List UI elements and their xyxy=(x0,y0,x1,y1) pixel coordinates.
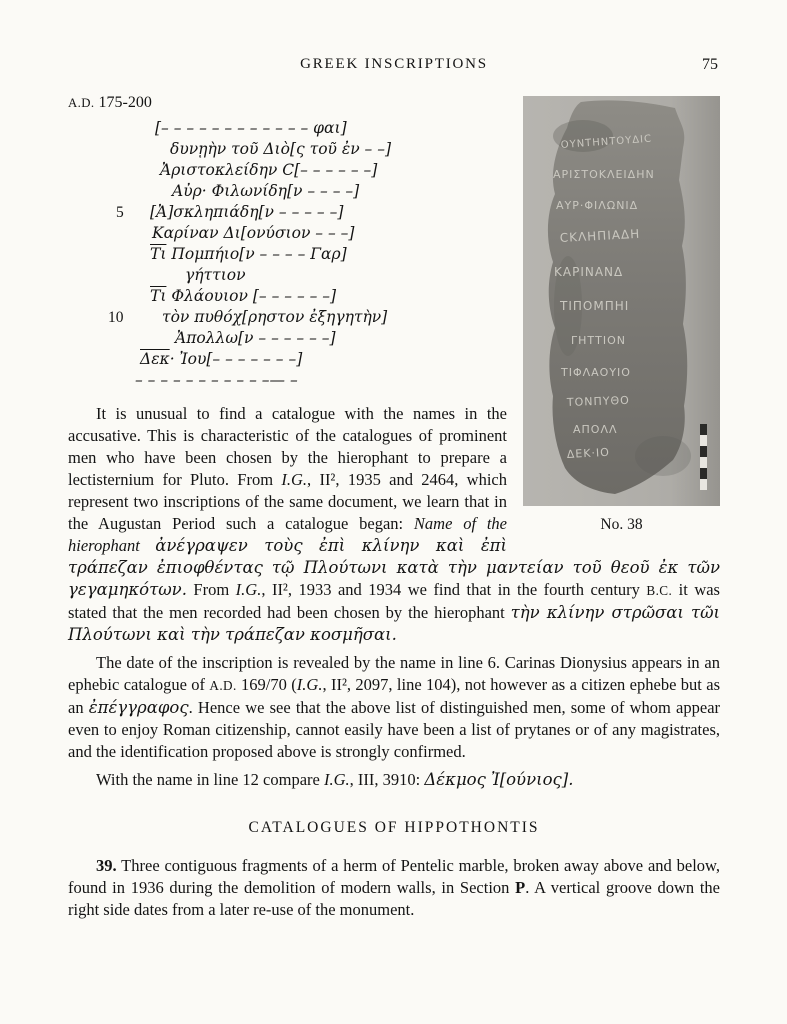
line-text: Αὐρ· Φιλωνίδη[ν – – – –] xyxy=(172,182,360,200)
citation-italic: I.G. xyxy=(296,675,323,694)
stone-line: ΟΥΝΤΗΝΤΟΥΔΙϹ xyxy=(560,133,653,151)
line-text: · Ἰου[– – – – – – –] xyxy=(169,350,303,368)
stone-line: ΑΠΟΛΛ xyxy=(573,423,618,436)
greek-run: Δέκμος Ἰ[ούνιος]. xyxy=(424,770,574,789)
stone-line: ΤΟΝΠΥΘΟ xyxy=(566,393,630,409)
text-run: With the name in line 12 compare xyxy=(96,770,324,789)
inscription-line xyxy=(114,181,720,202)
greek-run: τὴν κλίνην στρῶσαι τῶι Πλούτωνι καὶ τὴν τράπεζαν κοσμῆσαι. xyxy=(68,603,720,644)
era-abbrev: A.D. xyxy=(209,678,237,693)
text-run: The date of the inscription is revealed by the name in line 6. Carinas Dionysius appears in an ephebic catalogue of xyxy=(68,653,720,694)
stone-line: ΔΕΚ·ΙΟ xyxy=(566,445,611,461)
greek-run: ἐπέγγραφος xyxy=(88,698,189,717)
inscription-line xyxy=(114,244,720,265)
stone-line: ΑΡΙΣΤΟΚΛΕΙΔΗΝ xyxy=(553,168,655,181)
text-run: From xyxy=(186,580,236,599)
line-text: δυνῃὴν τοῦ Διὸ[ς τοῦ ἐν – –] xyxy=(170,140,392,158)
paragraph-entry-39 xyxy=(68,855,720,921)
paragraph-commentary-3 xyxy=(68,769,720,791)
page-content xyxy=(68,94,720,921)
text-run: Three contiguous fragments of a herm of Pentelic marble, broken away above and below, found in 1936 during the demolition of modern walls, in Section xyxy=(68,856,720,897)
inscription-line xyxy=(114,265,720,286)
running-title: GREEK INSCRIPTIONS xyxy=(300,56,488,72)
text-run: , III, 3910: xyxy=(349,770,425,789)
abbreviation-overline: $\overline{T\iota}$ xyxy=(150,287,167,305)
line-text: Φλάουιον [– – – – – –] xyxy=(166,287,337,305)
inscription-line xyxy=(114,139,720,160)
stone-line: ΓΗΤΤΙΟΝ xyxy=(571,334,626,347)
page-number: 75 xyxy=(702,56,718,73)
text-run: it was stated that the men recorded had been chosen by the hierophant xyxy=(68,580,720,622)
inscription-line xyxy=(114,202,720,223)
inscription-line xyxy=(108,307,720,328)
inscription-line xyxy=(114,160,720,181)
text-run: , II², 1933 and 1934 we find that in the fourth century xyxy=(261,580,647,599)
era-abbrev: B.C. xyxy=(646,583,673,598)
text-run: . Hence we see that the above list of distinguished men, some of whom appear even to enjoy Roman citizenship, cannot easily have been a list of prytanes or of any magistrates, and the identification proposed above is strongly confirmed. xyxy=(68,698,721,761)
text-run: 169/70 ( xyxy=(236,675,297,694)
stone-line: ΚΑΡΙΝΑΝΔ xyxy=(554,265,624,279)
line-text: Καρίναν Δι[ονύσιον – – –] xyxy=(152,224,355,242)
section-letter: P xyxy=(515,878,526,897)
line-text: γήττιον xyxy=(185,266,246,284)
inscription-line xyxy=(114,349,720,370)
line-number: 10 xyxy=(108,309,124,326)
page-header xyxy=(68,56,720,78)
line-text: Πομπήιο[ν – – – – Γαρ] xyxy=(166,245,347,263)
figure-caption: No. 38 xyxy=(600,516,643,533)
abbreviation-overline: $\overline{\Delta\varepsilon\kappa}$ xyxy=(140,350,170,368)
greek-run: ἀνέγραψεν τοὺς ἐπὶ κλίνην καὶ ἐπὶ τράπεζαν ἐπιοφθέντας τῷ Πλούτωνι κατὰ τὴν μαντείαν τοῦ θεοῦ ἐκ τῶν γεγαμηκότων. xyxy=(68,536,720,599)
inscription-line xyxy=(114,223,720,244)
line-number: 5 xyxy=(116,204,124,221)
inscription-line xyxy=(114,118,720,139)
stone-shadow-patch xyxy=(635,436,691,476)
date-range: 175-200 xyxy=(98,94,152,111)
text-run: . A vertical groove down the right side dates from a later re-use of the monument. xyxy=(68,878,720,919)
text-run: , II², 1935 and 2464, which represent two inscriptions of the same document, we learn that in the Augustan Period such a catalogue began: xyxy=(68,470,508,533)
line-text: [Ἀ]σκληπιάδη[ν – – – – –] xyxy=(150,203,344,221)
stone-line: ΑΥΡ·ΦΙΛΩΝΙΔ xyxy=(556,199,639,212)
abbreviation-overline: $\overline{T\iota}$ xyxy=(150,245,167,263)
text-run: It is unusual to find a catalogue with the names in the accusative. This is characteristic of the catalogues of prominent men who have been chosen by the hierophant to prepare a lectisternium for Pluto. From xyxy=(68,404,507,489)
citation-italic: I.G. xyxy=(323,770,350,789)
era-label: A.D. xyxy=(68,96,95,110)
inscription-line xyxy=(114,370,720,391)
section-heading: CATALOGUES OF HIPPOTHONTIS xyxy=(248,819,540,836)
entry-number: 39. xyxy=(96,856,117,875)
line-text: – – – – – – – – – – –— – xyxy=(135,371,298,389)
paragraph-commentary-2 xyxy=(68,652,720,763)
citation-italic: I.G. xyxy=(281,470,308,489)
line-text: [– – – – – – – – – – – – φαι] xyxy=(155,119,347,137)
line-text: τὸν πυθόχ[ρηστον ἐξηγητὴν] xyxy=(162,308,388,326)
text-run: , II², 2097, line 104), not however as a citizen ephebe but as an xyxy=(68,675,720,717)
stone-line: ΤΙΠΟΜΠΗΙ xyxy=(560,299,630,313)
citation-italic: I.G. xyxy=(235,580,262,599)
inscription-transcription xyxy=(108,118,720,391)
inscription-line xyxy=(114,328,720,349)
stone-line: ϹΚΛΗΠΙΑΔΗ xyxy=(559,226,641,245)
line-text: Ἀπολλω[ν – – – – – –] xyxy=(175,329,336,347)
scale-bar xyxy=(700,424,707,490)
inscription-line xyxy=(114,286,720,307)
line-text: Ἀριστοκλείδην Ϲ[– – – – – –] xyxy=(160,161,378,179)
italic-phrase: Name of the hierophant xyxy=(68,514,507,555)
stone-line: ΤΙΦΛΑΟΥΙΟ xyxy=(561,366,631,379)
text-run xyxy=(140,536,155,555)
